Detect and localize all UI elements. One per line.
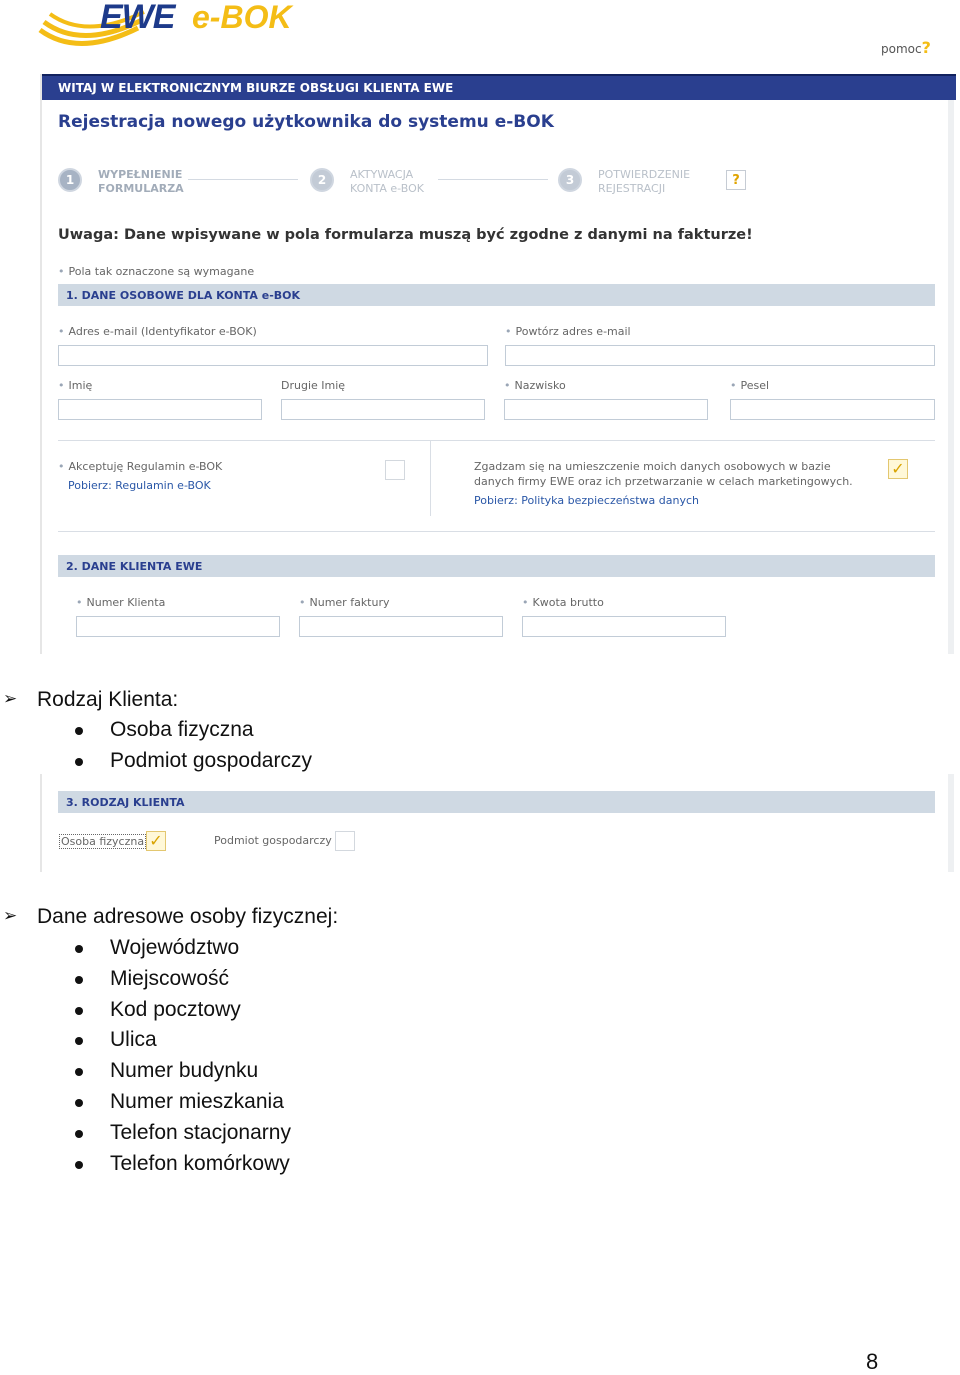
list-item: Telefon stacjonarny (72, 1118, 291, 1149)
client-number-label: • Numer Klienta (76, 596, 165, 609)
option-person-checkbox[interactable]: ✓ (146, 831, 166, 851)
list-item: Miejscowość (72, 964, 291, 995)
email-repeat-label: • Powtórz adres e-mail (505, 325, 631, 338)
invoice-warning: Uwaga: Dane wpisywane w pola formularza muszą być zgodne z danymi na fakturze! (58, 227, 753, 243)
terms-label: • Akceptuję Regulamin e-BOK (58, 460, 222, 473)
client-type-panel (40, 774, 954, 872)
terms-checkbox[interactable] (385, 460, 405, 480)
second-name-label: Drugie Imię (281, 379, 346, 392)
help-link[interactable] (881, 38, 931, 57)
last-name-input[interactable] (504, 399, 708, 420)
option-business-checkbox[interactable] (335, 831, 355, 851)
consent-text (474, 459, 853, 489)
divider (58, 440, 935, 441)
last-name-label: • Nazwisko (504, 379, 566, 392)
gross-amount-label: • Kwota brutto (522, 596, 604, 609)
address-heading-text: Dane adresowe osoby fizycznej: (37, 905, 339, 928)
step-2-line2: KONTA e-BOK (350, 182, 424, 195)
step-connector (188, 179, 298, 180)
consent-line-2: danych firmy EWE oraz ich przetwarzanie w celach marketingowych. (474, 475, 853, 488)
welcome-banner-text: WITAJ W ELEKTRONICZNYM BIURZE OBSŁUGI KLIENTA EWE (58, 81, 454, 95)
page-title: Rejestracja nowego użytkownika do systemu e-BOK (58, 112, 554, 132)
section-1-title: 1. DANE OSOBOWE DLA KONTA e-BOK (66, 289, 301, 302)
marketing-consent-checkbox[interactable]: ✓ (888, 459, 908, 479)
section-1-header (58, 284, 935, 306)
step-1-line2: FORMULARZA (98, 182, 184, 195)
option-business-label: Podmiot gospodarczy (214, 834, 332, 847)
address-field-list (72, 933, 291, 1179)
step-3-line2: REJESTRACJI (598, 182, 666, 195)
list-item: Podmiot gospodarczy (72, 746, 312, 777)
divider (58, 531, 935, 532)
list-item: Ulica (72, 1025, 291, 1056)
first-name-label: • Imię (58, 379, 92, 392)
terms-download-link[interactable]: Pobierz: Regulamin e-BOK (68, 479, 211, 492)
step-2-number: 2 (310, 168, 334, 192)
email-repeat-input[interactable] (505, 345, 935, 366)
list-item: Osoba fizyczna (72, 715, 312, 746)
client-number-input[interactable] (76, 616, 280, 637)
steps-help-icon[interactable]: ? (726, 170, 746, 190)
ewe-ebok-logo[interactable] (38, 0, 298, 56)
help-label: pomoc (881, 42, 922, 56)
step-3-number: 3 (558, 168, 582, 192)
email-label: • Adres e-mail (Identyfikator e-BOK) (58, 325, 257, 338)
step-3-label (598, 168, 718, 196)
arrow-bullet-icon: ➢ (3, 906, 18, 925)
section-3-title: 3. RODZAJ KLIENTA (66, 796, 185, 809)
client-type-list (72, 715, 312, 777)
section-3-header (58, 791, 935, 813)
arrow-bullet-icon: ➢ (3, 689, 18, 708)
divider (430, 440, 431, 516)
step-3-line1: POTWIERDZENIE (598, 168, 691, 181)
option-person-label[interactable]: Osoba fizyczna (61, 835, 145, 848)
consent-line-1: Zgadzam się na umieszczenie moich danych osobowych w bazie (474, 460, 831, 473)
step-1-number: 1 (58, 168, 82, 192)
section-2-header (58, 555, 935, 577)
list-item: Kod pocztowy (72, 995, 291, 1026)
list-item: Numer mieszkania (72, 1087, 291, 1118)
step-1-line1: WYPEŁNIENIE (98, 168, 183, 181)
second-name-input[interactable] (281, 399, 485, 420)
help-question-icon: ? (921, 38, 931, 57)
section-2-title: 2. DANE KLIENTA EWE (66, 560, 203, 573)
welcome-banner (42, 74, 956, 100)
client-type-heading-text: Rodzaj Klienta: (37, 688, 179, 711)
required-note: • Pola tak oznaczone są wymagane (58, 265, 254, 278)
logo-text-ebok: e-BOK (192, 0, 292, 35)
invoice-number-input[interactable] (299, 616, 503, 637)
pesel-input[interactable] (730, 399, 935, 420)
registration-panel (40, 74, 954, 654)
step-2-label (350, 168, 470, 196)
step-1-label (98, 168, 218, 196)
privacy-policy-link[interactable]: Pobierz: Polityka bezpieczeństwa danych (474, 494, 699, 507)
pesel-label: • Pesel (730, 379, 769, 392)
page-number: 8 (866, 1349, 879, 1374)
list-item: Numer budynku (72, 1056, 291, 1087)
list-item: Telefon komórkowy (72, 1149, 291, 1180)
email-input[interactable] (58, 345, 488, 366)
step-2-line1: AKTYWACJA (350, 168, 414, 181)
invoice-number-label: • Numer faktury (299, 596, 390, 609)
first-name-input[interactable] (58, 399, 262, 420)
step-connector (438, 179, 548, 180)
gross-amount-input[interactable] (522, 616, 726, 637)
logo-text-ewe: EWE (100, 0, 175, 36)
list-item: Województwo (72, 933, 291, 964)
